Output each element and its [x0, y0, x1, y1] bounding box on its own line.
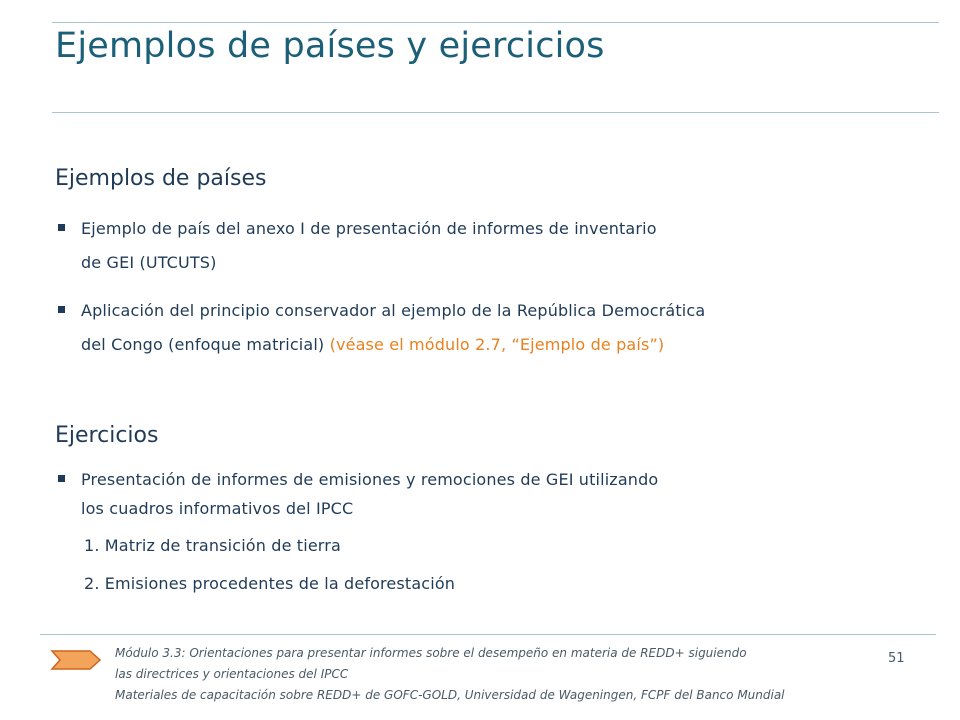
- bullet-marker: [58, 306, 65, 313]
- bullet-text-line: Ejemplo de país del anexo I de presentación de informes de inventario: [81, 219, 657, 238]
- exercise-item-1: 1. Matriz de transición de tierra: [84, 536, 341, 555]
- bullet-text-line: Aplicación del principio conservador al ejemplo de la República Democrática: [81, 301, 706, 320]
- section-heading-exercises: Ejercicios: [55, 423, 159, 448]
- bullet-reporting-exercise: [81, 465, 921, 523]
- page-number: 51: [888, 651, 905, 666]
- bullet-annex-example: [81, 212, 921, 280]
- top-rule: [52, 22, 939, 23]
- footer-line: las directrices y orientaciones del IPCC: [115, 667, 349, 681]
- footer-line: Módulo 3.3: Orientaciones para presentar informes sobre el desempeño en materia de REDD+ siguiendo: [115, 646, 747, 660]
- chevron-arrow-icon: [50, 648, 102, 672]
- bullet-marker: [58, 224, 65, 231]
- bullet-text-line: los cuadros informativos del IPCC: [81, 499, 354, 518]
- module-reference-link[interactable]: (véase el módulo 2.7, “Ejemplo de país”): [329, 335, 665, 354]
- title-underline-rule: [52, 112, 939, 113]
- bullet-marker: [58, 475, 65, 482]
- footer-line: Materiales de capacitación sobre REDD+ de GOFC-GOLD, Universidad de Wageningen, FCPF del Banco Mundial: [115, 688, 785, 702]
- bullet-text-line: Presentación de informes de emisiones y remociones de GEI utilizando: [81, 470, 659, 489]
- footer-rule: [40, 634, 936, 635]
- slide-title: Ejemplos de países y ejercicios: [55, 26, 605, 66]
- exercise-item-2: 2. Emisiones procedentes de la deforestación: [84, 574, 456, 593]
- section-heading-country-examples: Ejemplos de países: [55, 166, 267, 191]
- bullet-text-line: del Congo (enfoque matricial): [81, 335, 325, 354]
- bullet-text-line: de GEI (UTCUTS): [81, 253, 217, 272]
- footer-citation: [115, 643, 905, 706]
- bullet-conservative-principle: [81, 294, 921, 362]
